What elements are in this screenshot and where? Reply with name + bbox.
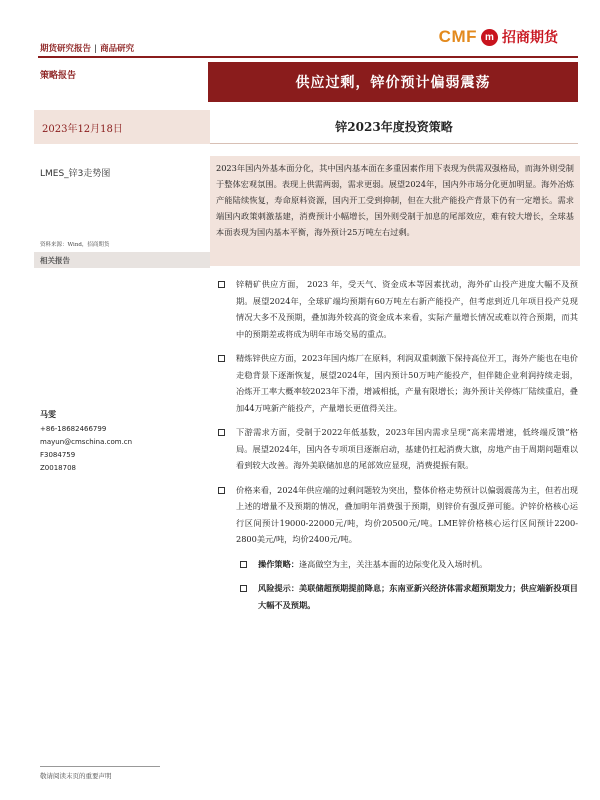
- analyst-phone: +86-18682466799: [40, 425, 107, 433]
- bullet-text: 精炼锌供应方面，2023年国内炼厂在原料，利润双重刺激下保持高位开工，海外产能也在电价走稳背景下逐渐恢复，展望2024年，国内预计50万吨产能投产，但伴随企业利润持续走弱，冶炼开工率大概率较2023年下滑，增减相抵，产量有限增长；海外预计关停炼厂陆续重启，叠加44万吨新产能投产，产量增长更值得关注。: [236, 353, 578, 413]
- category-commodity: 商品研究: [100, 44, 135, 54]
- bullet-price: [218, 482, 578, 548]
- bullet-text: 锌精矿供应方面， 2023 年，受天气、资金成本等因素扰动，海外矿山投产进度大幅不及预期。展望2024年，全球矿端均预期有60万吨左右新产能投产，但考虑到近几年项目投产兑现情况大多不及预期，叠加海外较高的资金成本来看，实际产量增长情况或难以符合预期，而其中的预期差或将成为明年市场交易的重点。: [236, 279, 578, 339]
- bullet-zinc-concentrate: [218, 276, 578, 342]
- bullet-text: 价格来看，2024年供应端的过剩问题较为突出，整体价格走势预计以偏弱震荡为主，但若出现上述的增量不及预期的情况，叠加明年消费强于预期，则锌价有强反弹可能。沪锌价格核心运行区间预计19000-22000元/吨，均价20500元/吨。LME锌价格核心运行区间预计2200-2800美元/吨，均价2400元/吨。: [236, 484, 578, 544]
- report-type: 策略报告: [40, 71, 77, 81]
- header-category: [40, 42, 134, 54]
- report-title: 供应过剩，锌价预计偏弱震荡: [208, 62, 578, 102]
- sidebar-chart-title: LMES_锌3走势图: [40, 169, 111, 179]
- bullet-strategy: [218, 556, 578, 573]
- company-logo: [439, 26, 558, 48]
- summary-box: 2023年国内外基本面分化，其中国内基本面在多重因素作用下表现为供需双强格局，而海外则受制于整体宏观氛围。表现上供需两弱，需求更弱。展望2024年，国内外市场分化更加明显。海外冶炼产能陆续恢复，寿命原料资源，国内开工受到抑制，但在大批产能投产背景下仍有一定增长。需求端国内政策刺激基建，消费预计小幅增长，国外则受制于加息的尾部效应，难有较大增长，全球基本面表现为国内基本平衡，海外预计25万吨左右过剩。: [210, 156, 580, 266]
- risk-label: 风险提示：: [258, 583, 300, 593]
- bullet-text: 下游需求方面，受制于2022年低基数，2023年国内需求呈现“高来需增速，低终端反馈”格局。展望2024年，国内各专项项目逐渐启动，基建仍扛起消费大旗，房地产由于周期问题难以看到较大改善。海外美联储加息的尾部效应显现，消费提振有限。: [236, 427, 578, 470]
- analyst-name: 马雯: [40, 410, 56, 419]
- strategy-text: 逢高做空为主，关注基本面的边际变化及入场时机。: [298, 558, 488, 569]
- checkbox-icon: [218, 355, 225, 362]
- checkbox-icon: [218, 281, 225, 288]
- category-report: 期货研究报告: [40, 44, 92, 54]
- checkbox-icon: [240, 561, 247, 568]
- footer-rule: [40, 766, 160, 767]
- analyst-license-1: F3084759: [40, 451, 76, 459]
- logo-chinese-name: 招商期货: [502, 30, 558, 46]
- analyst-license-2: Z0018708: [40, 464, 76, 472]
- strategy-label: 操作策略：: [258, 558, 299, 569]
- checkbox-icon: [240, 585, 247, 592]
- report-date: 2023年12月18日: [34, 110, 210, 144]
- bullet-refined-zinc: [218, 350, 578, 416]
- category-separator: |: [94, 44, 98, 54]
- related-reports-heading: 相关报告: [34, 252, 210, 268]
- risk-text: 美联储超预期提前降息；东南亚新兴经济体需求超预期发力；供应端新投项目大幅不及预期。: [258, 583, 578, 610]
- bullet-risk: [218, 580, 578, 613]
- logo-cmf-text: CMF: [438, 27, 477, 46]
- checkbox-icon: [218, 429, 225, 436]
- analyst-info: [40, 408, 132, 475]
- bullet-list: [218, 276, 578, 613]
- report-subtitle: 锌2023年度投资策略: [210, 110, 578, 144]
- analyst-email: mayun@cmschina.com.cn: [40, 438, 133, 446]
- bullet-demand: [218, 424, 578, 474]
- checkbox-icon: [218, 487, 225, 494]
- header-rule: [38, 56, 578, 58]
- logo-mark-icon: m: [481, 29, 498, 46]
- sidebar-source: 资料来源：Wind，招商期货: [40, 242, 110, 248]
- footer-disclaimer: 敬请阅读末页的重要声明: [40, 772, 112, 780]
